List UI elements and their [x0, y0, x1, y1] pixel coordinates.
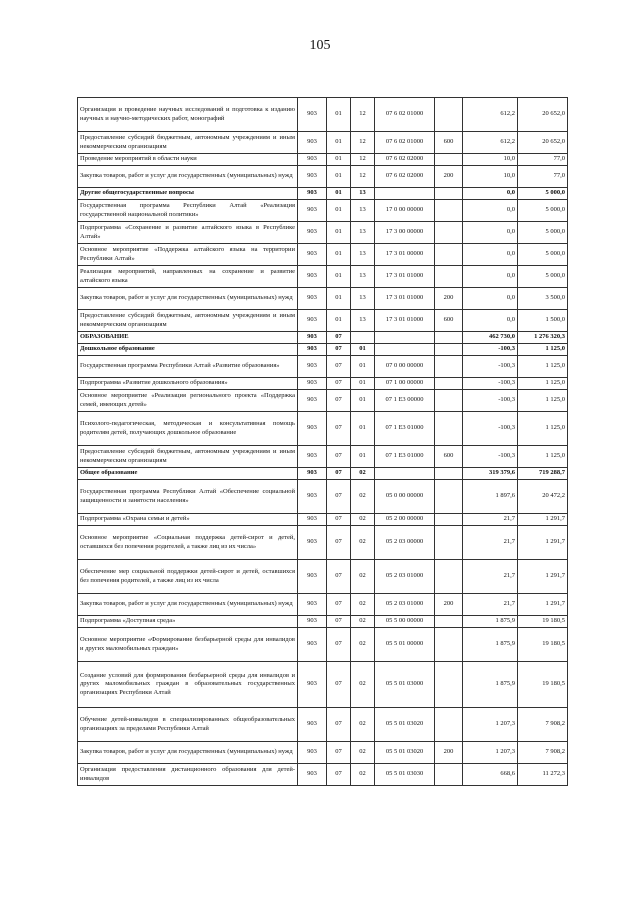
row-amount-2: 77,0	[518, 166, 568, 188]
row-expense-type	[435, 244, 463, 266]
row-name: Основное мероприятие «Реализация регионального проекта «Поддержка семей, имеющих детей»	[78, 390, 298, 412]
row-ministry-code: 903	[298, 378, 327, 390]
row-name: Обеспечение мер социальной поддержки детей-сирот и детей, оставшихся без попечения родителей, а также лиц из их числа	[78, 560, 298, 594]
row-subsection-code: 02	[351, 628, 375, 662]
row-name: Организация предоставления дистанционного образования для детей-инвалидов	[78, 764, 298, 786]
row-section-code: 07	[327, 662, 351, 708]
row-target-article: 05 0 00 00000	[375, 480, 435, 514]
table-row	[78, 514, 568, 526]
row-amount-1: 668,6	[463, 764, 518, 786]
row-amount-1: 10,0	[463, 166, 518, 188]
table-row	[78, 200, 568, 222]
row-target-article: 07 6 02 02000	[375, 154, 435, 166]
table-row	[78, 356, 568, 378]
row-target-article: 17 3 01 01000	[375, 310, 435, 332]
table-row	[78, 412, 568, 446]
row-subsection-code: 12	[351, 166, 375, 188]
row-target-article: 07 1 E3 00000	[375, 390, 435, 412]
row-name: Предоставление субсидий бюджетным, автономным учреждениям и иным некоммерческим организациям	[78, 310, 298, 332]
row-name: Закупка товаров, работ и услуг для государственных (муниципальных) нужд	[78, 166, 298, 188]
row-name: Предоставление субсидий бюджетным, автономным учреждениям и иным некоммерческим организациям	[78, 446, 298, 468]
row-name: Общее образование	[78, 468, 298, 480]
row-ministry-code: 903	[298, 166, 327, 188]
row-subsection-code: 13	[351, 222, 375, 244]
row-ministry-code: 903	[298, 332, 327, 344]
row-subsection-code: 01	[351, 344, 375, 356]
budget-table-body	[78, 98, 568, 786]
row-section-code: 07	[327, 378, 351, 390]
row-ministry-code: 903	[298, 132, 327, 154]
row-name: Другие общегосударственные вопросы	[78, 188, 298, 200]
row-expense-type	[435, 468, 463, 480]
row-expense-type: 600	[435, 446, 463, 468]
row-target-article	[375, 468, 435, 480]
row-expense-type: 200	[435, 594, 463, 616]
table-row	[78, 708, 568, 742]
row-subsection-code: 02	[351, 708, 375, 742]
row-section-code: 01	[327, 288, 351, 310]
row-target-article: 05 2 03 01000	[375, 560, 435, 594]
row-subsection-code: 02	[351, 594, 375, 616]
row-expense-type	[435, 616, 463, 628]
row-name: Государственная программа Республики Алтай «Реализация государственной национальной политики»	[78, 200, 298, 222]
row-ministry-code: 903	[298, 594, 327, 616]
row-ministry-code: 903	[298, 526, 327, 560]
row-amount-1: 319 379,6	[463, 468, 518, 480]
row-ministry-code: 903	[298, 628, 327, 662]
row-expense-type	[435, 708, 463, 742]
row-target-article: 05 5 01 00000	[375, 628, 435, 662]
row-name: Психолого-педагогическая, методическая и консультативная помощь родителям детей, получающих дошкольное образование	[78, 412, 298, 446]
row-ministry-code: 903	[298, 98, 327, 132]
row-section-code: 01	[327, 188, 351, 200]
budget-table	[77, 97, 568, 786]
row-amount-2: 5 000,0	[518, 222, 568, 244]
row-amount-2: 7 908,2	[518, 708, 568, 742]
row-section-code: 07	[327, 764, 351, 786]
row-amount-2: 1 291,7	[518, 526, 568, 560]
row-amount-2: 19 180,5	[518, 628, 568, 662]
row-amount-2: 5 000,0	[518, 188, 568, 200]
row-ministry-code: 903	[298, 222, 327, 244]
row-section-code: 07	[327, 514, 351, 526]
row-section-code: 07	[327, 332, 351, 344]
row-expense-type	[435, 560, 463, 594]
table-row	[78, 560, 568, 594]
row-name: Закупка товаров, работ и услуг для государственных (муниципальных) нужд	[78, 742, 298, 764]
row-ministry-code: 903	[298, 266, 327, 288]
table-row	[78, 288, 568, 310]
row-target-article: 05 2 03 01000	[375, 594, 435, 616]
row-amount-2: 1 291,7	[518, 594, 568, 616]
row-target-article: 05 2 03 00000	[375, 526, 435, 560]
row-ministry-code: 903	[298, 560, 327, 594]
row-name: Предоставление субсидий бюджетным, автономным учреждениям и иным некоммерческим организациям	[78, 132, 298, 154]
row-amount-1: 1 897,6	[463, 480, 518, 514]
row-section-code: 07	[327, 344, 351, 356]
row-amount-2: 1 291,7	[518, 560, 568, 594]
row-section-code: 07	[327, 594, 351, 616]
row-name: Подпрограмма «Сохранение и развитие алтайского языка в Республике Алтай»	[78, 222, 298, 244]
row-section-code: 07	[327, 628, 351, 662]
row-amount-1: -100,3	[463, 412, 518, 446]
table-row	[78, 764, 568, 786]
row-ministry-code: 903	[298, 514, 327, 526]
row-subsection-code: 02	[351, 514, 375, 526]
row-expense-type: 600	[435, 310, 463, 332]
row-expense-type	[435, 390, 463, 412]
row-amount-2: 7 908,2	[518, 742, 568, 764]
row-section-code: 07	[327, 560, 351, 594]
row-name: Основное мероприятие «Формирование безбарьерной среды для инвалидов и других маломобильных граждан»	[78, 628, 298, 662]
row-amount-2: 1 125,0	[518, 356, 568, 378]
row-ministry-code: 903	[298, 662, 327, 708]
row-subsection-code: 01	[351, 356, 375, 378]
row-amount-2: 1 291,7	[518, 514, 568, 526]
table-row	[78, 390, 568, 412]
row-target-article: 07 6 02 01000	[375, 132, 435, 154]
row-subsection-code: 02	[351, 662, 375, 708]
row-amount-1: 0,0	[463, 188, 518, 200]
table-row	[78, 480, 568, 514]
table-row	[78, 222, 568, 244]
row-expense-type	[435, 356, 463, 378]
row-amount-2: 1 125,0	[518, 446, 568, 468]
row-expense-type	[435, 332, 463, 344]
row-expense-type	[435, 412, 463, 446]
row-section-code: 07	[327, 616, 351, 628]
row-name: Основное мероприятие «Поддержка алтайского языка на территории Республики Алтай»	[78, 244, 298, 266]
row-amount-1: 21,7	[463, 526, 518, 560]
table-row	[78, 344, 568, 356]
row-ministry-code: 903	[298, 446, 327, 468]
row-section-code: 01	[327, 244, 351, 266]
row-target-article: 05 5 01 03020	[375, 708, 435, 742]
row-ministry-code: 903	[298, 764, 327, 786]
row-ministry-code: 903	[298, 616, 327, 628]
page-number: 105	[309, 38, 331, 53]
row-name: Обучение детей-инвалидов в специализированных общеобразовательных организациях за пределами Республики Алтай	[78, 708, 298, 742]
table-row	[78, 742, 568, 764]
row-amount-2: 1 125,0	[518, 390, 568, 412]
row-name: Дошкольное образование	[78, 344, 298, 356]
row-amount-2: 11 272,3	[518, 764, 568, 786]
row-amount-1: 462 730,0	[463, 332, 518, 344]
row-expense-type	[435, 222, 463, 244]
table-row	[78, 154, 568, 166]
row-ministry-code: 903	[298, 154, 327, 166]
table-row	[78, 332, 568, 344]
row-name: Подпрограмма «Доступная среда»	[78, 616, 298, 628]
row-expense-type	[435, 480, 463, 514]
row-expense-type	[435, 662, 463, 708]
row-expense-type	[435, 266, 463, 288]
row-subsection-code: 12	[351, 132, 375, 154]
row-ministry-code: 903	[298, 390, 327, 412]
row-subsection-code: 13	[351, 288, 375, 310]
row-amount-2: 1 500,0	[518, 310, 568, 332]
row-target-article: 17 3 01 01000	[375, 288, 435, 310]
row-target-article: 07 0 00 00000	[375, 356, 435, 378]
row-amount-2: 19 180,5	[518, 662, 568, 708]
row-target-article: 07 1 00 00000	[375, 378, 435, 390]
row-ministry-code: 903	[298, 188, 327, 200]
row-amount-1: 0,0	[463, 200, 518, 222]
row-target-article: 17 3 01 01000	[375, 266, 435, 288]
row-section-code: 07	[327, 708, 351, 742]
row-target-article	[375, 332, 435, 344]
row-name: Закупка товаров, работ и услуг для государственных (муниципальных) нужд	[78, 288, 298, 310]
table-row	[78, 616, 568, 628]
row-name: Подпрограмма «Развитие дошкольного образования»	[78, 378, 298, 390]
row-section-code: 07	[327, 390, 351, 412]
row-amount-1: 1 207,3	[463, 708, 518, 742]
row-name: Создание условий для формирования безбарьерной среды для инвалидов и других маломобильных граждан в образовательных государственных организациях Республики Алтай	[78, 662, 298, 708]
row-section-code: 01	[327, 98, 351, 132]
row-amount-2: 19 180,5	[518, 616, 568, 628]
row-amount-1: 10,0	[463, 154, 518, 166]
row-amount-1: -100,3	[463, 390, 518, 412]
row-amount-2: 1 125,0	[518, 344, 568, 356]
table-row	[78, 188, 568, 200]
row-subsection-code: 02	[351, 616, 375, 628]
row-target-article	[375, 188, 435, 200]
row-expense-type: 200	[435, 742, 463, 764]
row-ministry-code: 903	[298, 310, 327, 332]
table-row	[78, 468, 568, 480]
row-target-article: 05 5 01 03000	[375, 662, 435, 708]
row-subsection-code: 01	[351, 378, 375, 390]
row-target-article: 17 0 00 00000	[375, 200, 435, 222]
table-row	[78, 98, 568, 132]
row-amount-1: -100,3	[463, 378, 518, 390]
row-expense-type	[435, 378, 463, 390]
row-ministry-code: 903	[298, 412, 327, 446]
row-section-code: 01	[327, 200, 351, 222]
row-amount-2: 1 276 320,3	[518, 332, 568, 344]
row-expense-type	[435, 154, 463, 166]
table-row	[78, 378, 568, 390]
row-subsection-code	[351, 332, 375, 344]
row-section-code: 01	[327, 154, 351, 166]
row-expense-type: 600	[435, 132, 463, 154]
table-row	[78, 166, 568, 188]
row-section-code: 01	[327, 222, 351, 244]
row-section-code: 01	[327, 132, 351, 154]
row-amount-1: 1 207,3	[463, 742, 518, 764]
row-amount-1: -100,3	[463, 446, 518, 468]
table-row	[78, 594, 568, 616]
row-expense-type	[435, 514, 463, 526]
row-ministry-code: 903	[298, 356, 327, 378]
row-amount-1: 21,7	[463, 560, 518, 594]
row-name: Проведение мероприятий в области науки	[78, 154, 298, 166]
row-subsection-code: 12	[351, 98, 375, 132]
table-row	[78, 446, 568, 468]
row-subsection-code: 02	[351, 468, 375, 480]
row-subsection-code: 02	[351, 526, 375, 560]
row-ministry-code: 903	[298, 200, 327, 222]
row-name: Закупка товаров, работ и услуг для государственных (муниципальных) нужд	[78, 594, 298, 616]
row-amount-1: 1 875,9	[463, 662, 518, 708]
row-target-article: 07 1 E3 01000	[375, 412, 435, 446]
row-target-article: 17 3 00 00000	[375, 222, 435, 244]
row-amount-2: 719 288,7	[518, 468, 568, 480]
row-amount-1: 612,2	[463, 132, 518, 154]
row-section-code: 07	[327, 356, 351, 378]
row-amount-2: 1 125,0	[518, 378, 568, 390]
row-target-article: 05 5 01 03020	[375, 742, 435, 764]
row-expense-type: 200	[435, 166, 463, 188]
row-section-code: 07	[327, 446, 351, 468]
row-expense-type	[435, 98, 463, 132]
row-subsection-code: 12	[351, 154, 375, 166]
row-section-code: 01	[327, 166, 351, 188]
row-amount-1: 0,0	[463, 266, 518, 288]
row-name: Основное мероприятие «Социальная поддержка детей-сирот и детей, оставшихся без попечения родителей, а также лиц из их числа»	[78, 526, 298, 560]
row-ministry-code: 903	[298, 468, 327, 480]
row-section-code: 07	[327, 412, 351, 446]
row-subsection-code: 13	[351, 244, 375, 266]
row-expense-type	[435, 200, 463, 222]
row-section-code: 07	[327, 526, 351, 560]
row-ministry-code: 903	[298, 244, 327, 266]
row-name: Государственная программа Республики Алтай «Обеспечение социальной защищенности и занятости населения»	[78, 480, 298, 514]
row-subsection-code: 02	[351, 742, 375, 764]
table-row	[78, 526, 568, 560]
row-expense-type	[435, 526, 463, 560]
row-subsection-code: 13	[351, 310, 375, 332]
row-amount-1: 0,0	[463, 310, 518, 332]
row-amount-1: 1 875,9	[463, 628, 518, 662]
table-row	[78, 132, 568, 154]
table-row	[78, 244, 568, 266]
row-subsection-code: 13	[351, 188, 375, 200]
row-ministry-code: 903	[298, 344, 327, 356]
row-amount-2: 77,0	[518, 154, 568, 166]
row-expense-type	[435, 628, 463, 662]
table-row	[78, 266, 568, 288]
row-target-article: 07 1 E3 01000	[375, 446, 435, 468]
row-amount-2: 5 000,0	[518, 266, 568, 288]
row-subsection-code: 01	[351, 390, 375, 412]
row-name: Реализация мероприятий, направленных на сохранение и развитие алтайского языка	[78, 266, 298, 288]
row-target-article	[375, 344, 435, 356]
row-target-article: 05 5 01 03030	[375, 764, 435, 786]
row-subsection-code: 02	[351, 560, 375, 594]
table-row	[78, 628, 568, 662]
row-section-code: 07	[327, 742, 351, 764]
row-name: ОБРАЗОВАНИЕ	[78, 332, 298, 344]
row-amount-1: -100,3	[463, 344, 518, 356]
row-expense-type	[435, 188, 463, 200]
row-target-article: 07 6 02 02000	[375, 166, 435, 188]
row-amount-1: -100,3	[463, 356, 518, 378]
row-subsection-code: 02	[351, 480, 375, 514]
row-name: Государственная программа Республики Алтай «Развитие образования»	[78, 356, 298, 378]
row-amount-2: 20 652,0	[518, 132, 568, 154]
row-subsection-code: 02	[351, 764, 375, 786]
row-ministry-code: 903	[298, 288, 327, 310]
row-amount-2: 5 000,0	[518, 244, 568, 266]
row-target-article: 05 2 00 00000	[375, 514, 435, 526]
row-expense-type	[435, 764, 463, 786]
row-name: Подпрограмма «Охрана семьи и детей»	[78, 514, 298, 526]
row-amount-2: 20 472,2	[518, 480, 568, 514]
row-amount-1: 612,2	[463, 98, 518, 132]
row-subsection-code: 01	[351, 412, 375, 446]
row-amount-2: 3 500,0	[518, 288, 568, 310]
row-ministry-code: 903	[298, 708, 327, 742]
row-amount-2: 1 125,0	[518, 412, 568, 446]
row-section-code: 07	[327, 468, 351, 480]
row-subsection-code: 13	[351, 266, 375, 288]
row-name: Организация и проведение научных исследований и подготовка к изданию научных и научно-методических работ, монографий	[78, 98, 298, 132]
row-subsection-code: 13	[351, 200, 375, 222]
row-amount-1: 21,7	[463, 514, 518, 526]
row-target-article: 05 5 00 00000	[375, 616, 435, 628]
table-row	[78, 310, 568, 332]
row-expense-type	[435, 344, 463, 356]
row-amount-2: 5 000,0	[518, 200, 568, 222]
row-amount-1: 0,0	[463, 222, 518, 244]
row-section-code: 01	[327, 266, 351, 288]
row-amount-1: 0,0	[463, 244, 518, 266]
row-subsection-code: 01	[351, 446, 375, 468]
row-expense-type: 200	[435, 288, 463, 310]
row-section-code: 07	[327, 480, 351, 514]
table-row	[78, 662, 568, 708]
row-ministry-code: 903	[298, 480, 327, 514]
row-amount-1: 21,7	[463, 594, 518, 616]
row-ministry-code: 903	[298, 742, 327, 764]
row-amount-2: 20 652,0	[518, 98, 568, 132]
row-amount-1: 1 875,9	[463, 616, 518, 628]
row-section-code: 01	[327, 310, 351, 332]
row-amount-1: 0,0	[463, 288, 518, 310]
row-target-article: 17 3 01 00000	[375, 244, 435, 266]
row-target-article: 07 6 02 01000	[375, 98, 435, 132]
